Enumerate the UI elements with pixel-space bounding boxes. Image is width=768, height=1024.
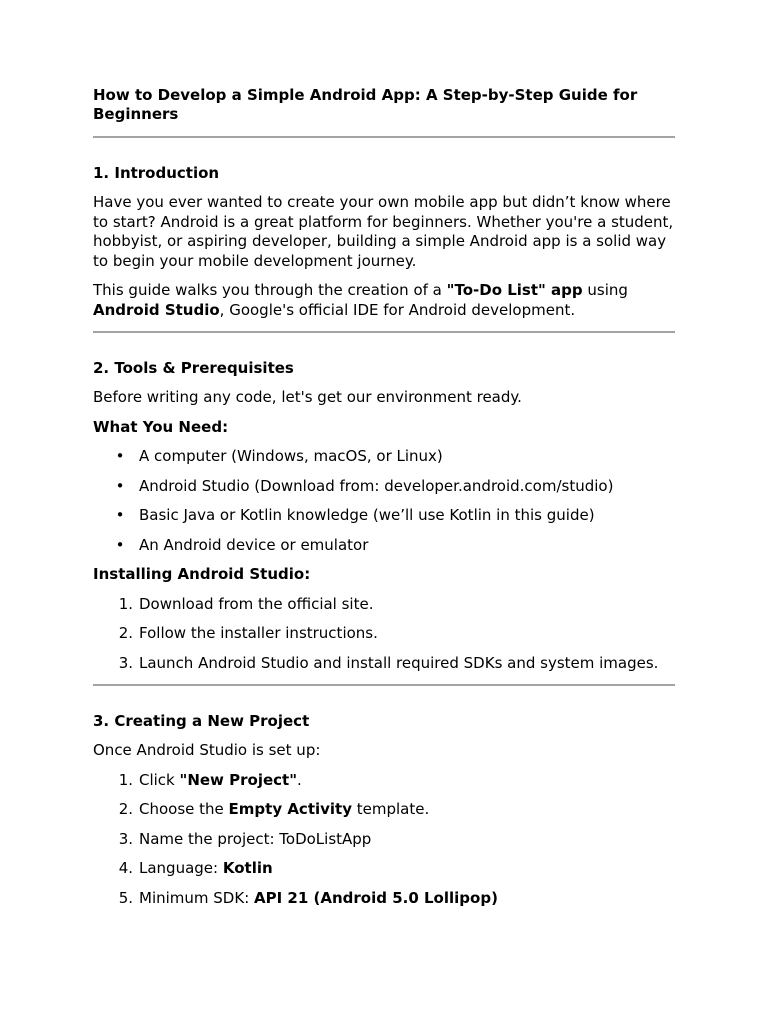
list-item bbox=[93, 447, 675, 467]
section-heading: 1. Introduction bbox=[93, 164, 220, 182]
numbered-list bbox=[93, 771, 675, 909]
number-marker: 2. bbox=[118, 800, 133, 818]
text: , Google's official IDE for Android development. bbox=[219, 300, 576, 319]
number-marker: 4. bbox=[118, 859, 133, 877]
paragraph bbox=[93, 281, 675, 320]
text: Choose the bbox=[139, 800, 229, 818]
text: . bbox=[297, 770, 302, 789]
number-marker: 3. bbox=[118, 829, 133, 848]
number-marker: 5. bbox=[118, 888, 133, 907]
list-item-text: Basic Java or Kotlin knowledge (we’ll use Kotlin in this guide) bbox=[139, 506, 595, 524]
list-item bbox=[93, 771, 675, 791]
text: This guide walks you through the creation of a bbox=[93, 281, 447, 299]
list-item-text: Launch Android Studio and install required SDKs and system images. bbox=[139, 653, 659, 672]
text: Click bbox=[139, 770, 180, 789]
list-item bbox=[93, 859, 675, 879]
number-marker: 1. bbox=[118, 594, 133, 613]
section-heading: 2. Tools & Prerequisites bbox=[93, 359, 294, 377]
bold-text: API 21 (Android 5.0 Lollipop) bbox=[254, 888, 498, 907]
text: template. bbox=[352, 800, 430, 818]
bullet-marker: • bbox=[115, 535, 125, 554]
list-item-text: Android Studio (Download from: developer.android.com/studio) bbox=[139, 476, 614, 495]
numbered-list bbox=[93, 595, 675, 674]
list-item bbox=[93, 624, 675, 644]
list-item bbox=[93, 595, 675, 615]
list-item bbox=[93, 477, 675, 497]
section-heading: 3. Creating a New Project bbox=[93, 712, 310, 730]
list-item-text: Follow the installer instructions. bbox=[139, 624, 378, 642]
number-marker: 2. bbox=[118, 624, 133, 642]
paragraph: Before writing any code, let's get our environment ready. bbox=[93, 388, 522, 406]
bullet-marker: • bbox=[115, 447, 125, 465]
text: Language: bbox=[139, 859, 223, 877]
list-item bbox=[93, 830, 675, 850]
text: using bbox=[582, 281, 628, 299]
document-title: How to Develop a Simple Android App: A Step-by-Step Guide for Beginners bbox=[93, 86, 638, 123]
section-tools bbox=[93, 333, 675, 673]
list-item bbox=[93, 506, 675, 526]
bullet-marker: • bbox=[115, 476, 125, 495]
bold-text: "New Project" bbox=[179, 770, 298, 789]
bold-text: "To-Do List" app bbox=[446, 281, 583, 299]
list-item-text: Name the project: ToDoListApp bbox=[139, 829, 372, 848]
list-item-text: Download from the official site. bbox=[139, 594, 374, 613]
list-item bbox=[93, 654, 675, 674]
bullet-list bbox=[93, 447, 675, 555]
bold-text: Android Studio bbox=[93, 300, 220, 319]
section-introduction bbox=[93, 138, 675, 320]
bold-text: Kotlin bbox=[222, 859, 273, 877]
section-new-project bbox=[93, 686, 675, 908]
number-marker: 1. bbox=[118, 770, 133, 789]
list-item-text: A computer (Windows, macOS, or Linux) bbox=[139, 447, 443, 465]
text: Minimum SDK: bbox=[139, 888, 255, 907]
bullet-marker: • bbox=[115, 506, 125, 524]
subheading: What You Need: bbox=[93, 417, 229, 436]
list-item-text: An Android device or emulator bbox=[139, 535, 369, 554]
list-item bbox=[93, 800, 675, 820]
paragraph: Once Android Studio is set up: bbox=[93, 741, 321, 759]
bold-text: Empty Activity bbox=[228, 800, 352, 818]
number-marker: 3. bbox=[118, 653, 133, 672]
list-item bbox=[93, 889, 675, 909]
paragraph: Have you ever wanted to create your own mobile app but didn’t know where to start? Android is a great platform for beginners. Whether you're a student, hobbyist, or aspiring developer, building a simple Android app is a solid way to begin your mobile development journey. bbox=[93, 193, 674, 270]
list-item bbox=[93, 536, 675, 556]
subheading: Installing Android Studio: bbox=[93, 565, 311, 583]
